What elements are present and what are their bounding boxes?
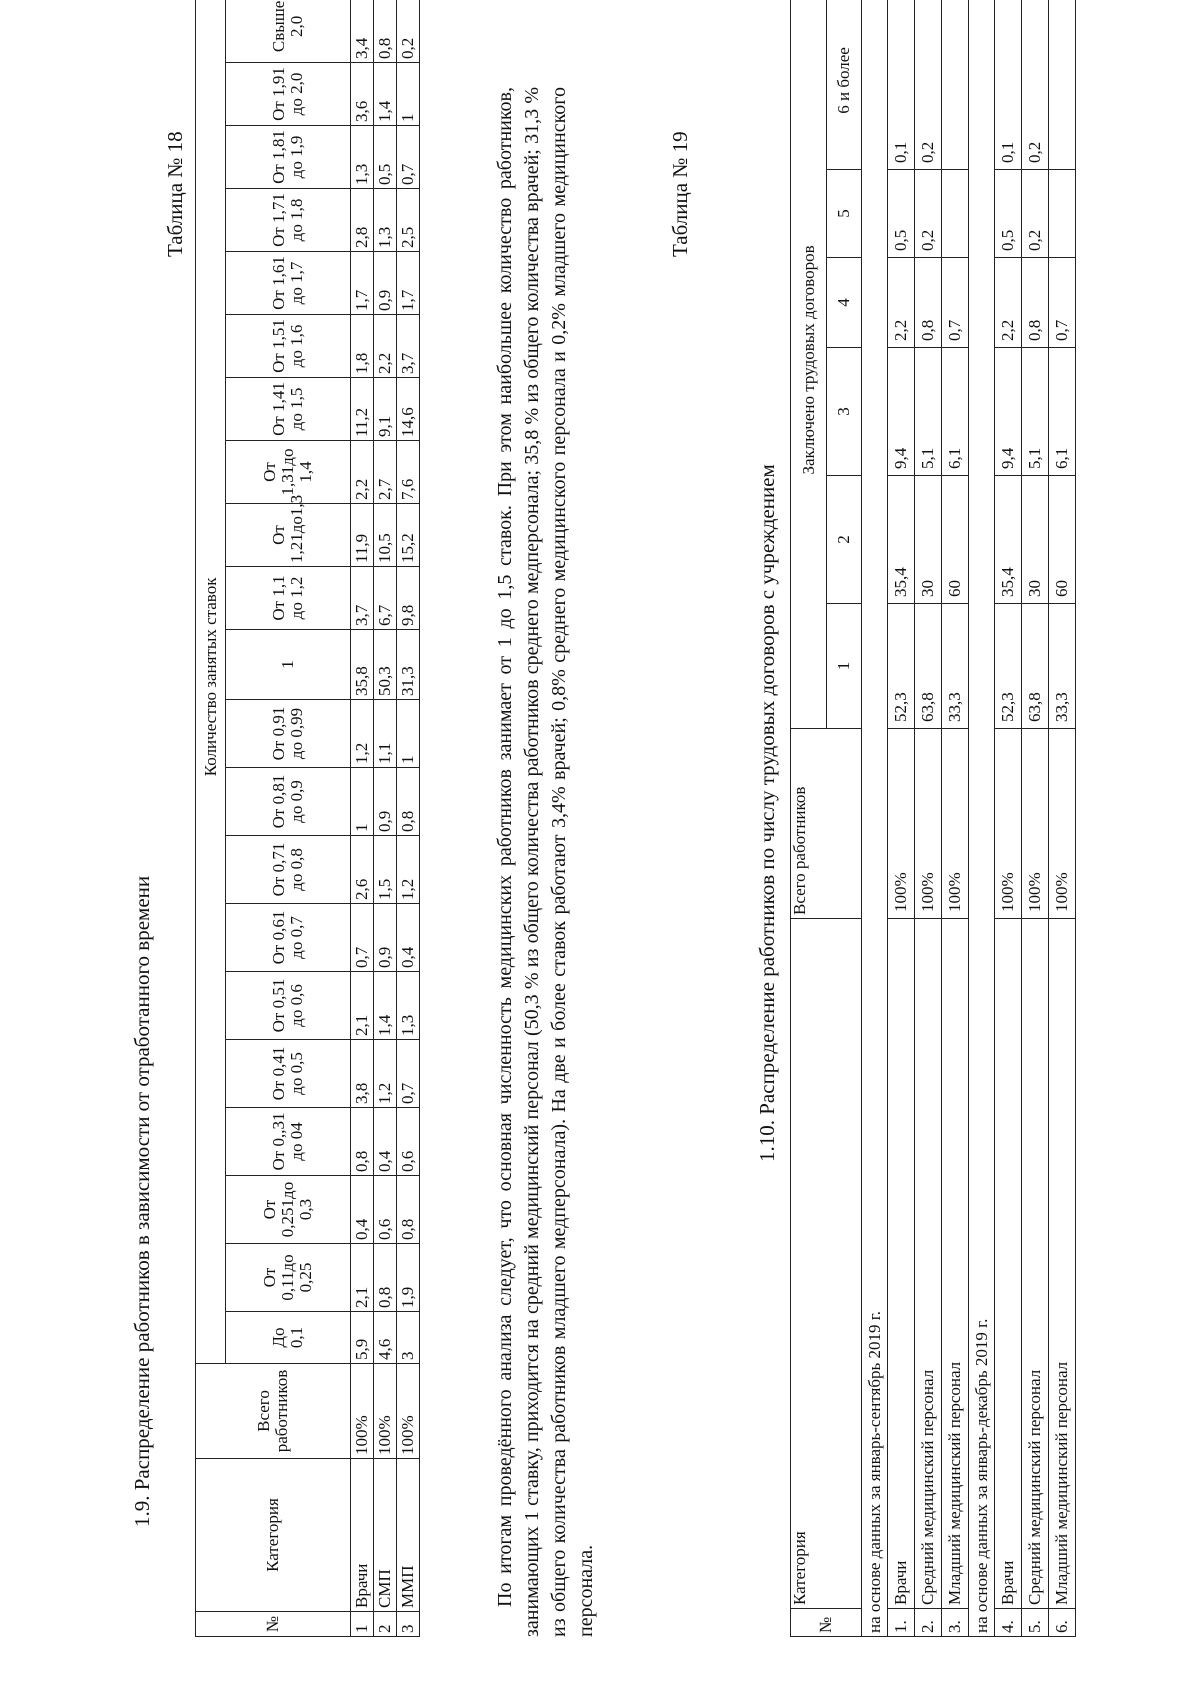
t19-header-category: Категория	[791, 919, 862, 1609]
table-row	[942, 0, 969, 1637]
header-total-workers: Всего работников	[196, 1364, 351, 1459]
row-value: 2,7	[374, 441, 397, 504]
row-value: 3,8	[351, 1040, 374, 1108]
row-value: 1,3	[397, 972, 420, 1040]
row-total: 100%	[995, 729, 1022, 919]
row-category: Младший медицинский персонал	[942, 919, 969, 1609]
header-range-9: От 0,91 до 0,99	[226, 700, 351, 768]
row-total: 100%	[915, 729, 942, 919]
row-value: 31,3	[397, 630, 420, 700]
row-total: 100%	[1022, 729, 1049, 919]
row-value: 33,3	[942, 604, 969, 729]
row-value: 0,4	[374, 1108, 397, 1176]
row-num: 6.	[1049, 1609, 1076, 1637]
row-total: 100%	[351, 1364, 374, 1459]
row-value: 35,4	[995, 476, 1022, 604]
t19-col-1: 2	[827, 476, 862, 604]
header-range-7: От 0,71 до 0,8	[226, 836, 351, 904]
table-label-18: Таблица № 18	[163, 131, 187, 257]
row-value: 0,5	[374, 126, 397, 189]
table-row	[374, 0, 397, 1637]
row-num: 2.	[915, 1609, 942, 1637]
header-range-10: 1	[226, 630, 351, 700]
table-row	[351, 0, 374, 1637]
section-row	[969, 0, 995, 1637]
row-value: 1,7	[351, 252, 374, 315]
header-category: Категория	[196, 1459, 351, 1612]
header-range-15: От 1,51 до 1,6	[226, 315, 351, 378]
row-value: 4,6	[374, 1312, 397, 1364]
row-category: Врачи	[351, 1459, 374, 1612]
row-value: 33,3	[1049, 604, 1076, 729]
row-value: 1,5	[374, 836, 397, 904]
row-value: 0,6	[397, 1108, 420, 1176]
row-category: ММП	[397, 1459, 420, 1612]
row-value: 0,8	[374, 0, 397, 63]
header-range-8: От 0,81 до 0,9	[226, 768, 351, 836]
t19-col-0: 1	[827, 604, 862, 729]
header-range-11: От 1,1 до 1,2	[226, 567, 351, 630]
row-value: 0,8	[351, 1108, 374, 1176]
row-category: Врачи	[888, 919, 915, 1609]
row-value: 30	[915, 476, 942, 604]
header-range-6: От 0,61 до 0,7	[226, 904, 351, 972]
header-range-17: От 1,71 до 1,8	[226, 189, 351, 252]
row-value: 52,3	[995, 604, 1022, 729]
row-value: 50,3	[374, 630, 397, 700]
header-range-19: От 1,91 до 2,0	[226, 63, 351, 126]
section-title: на основе данных за январь-сентябрь 2019 г.	[862, 0, 888, 1637]
table-18	[195, 0, 420, 1637]
row-value: 0,7	[942, 258, 969, 348]
row-value: 1,1	[374, 700, 397, 768]
table-row	[888, 0, 915, 1637]
t19-col-2: 3	[827, 348, 862, 476]
row-value: 2,2	[374, 315, 397, 378]
table-label-19: Таблица № 19	[668, 131, 692, 257]
header-range-4: От 0,41 до 0,5	[226, 1040, 351, 1108]
row-value: 35,4	[888, 476, 915, 604]
row-value: 9,4	[888, 348, 915, 476]
table-19	[790, 0, 1076, 1637]
t19-col-3: 4	[827, 258, 862, 348]
t19-header-group: Заключено трудовых договоров	[791, 0, 827, 729]
row-value: 10,5	[374, 504, 397, 567]
row-value: 1,4	[374, 63, 397, 126]
header-range-16: От 1,61 до 1,7	[226, 252, 351, 315]
row-value: 0,9	[374, 252, 397, 315]
row-value: 0,9	[374, 904, 397, 972]
section-heading-1-10: 1.10. Распределение работников по числу трудовых договоров с учреждением	[755, 464, 779, 1162]
row-value	[1049, 0, 1076, 170]
row-num: 5.	[1022, 1609, 1049, 1637]
row-value: 2,2	[888, 258, 915, 348]
row-value: 0,6	[374, 1176, 397, 1244]
t19-col-5: 6 и более	[827, 0, 862, 170]
header-range-14: От 1,41 до 1,5	[226, 378, 351, 441]
table-row	[915, 0, 942, 1637]
row-value: 2,6	[351, 836, 374, 904]
row-value: 1,8	[351, 315, 374, 378]
header-range-12: От 1,21до1,3	[226, 504, 351, 567]
row-value: 1,9	[397, 1244, 420, 1312]
row-value: 2,2	[351, 441, 374, 504]
row-value: 2,1	[351, 972, 374, 1040]
row-category: Врачи	[995, 919, 1022, 1609]
table-row	[995, 0, 1022, 1637]
row-category: Средний медицинский персонал	[1022, 919, 1049, 1609]
header-num: №	[196, 1612, 351, 1637]
row-value: 1	[351, 768, 374, 836]
header-range-2: От 0,251до 0,3	[226, 1176, 351, 1244]
row-value: 1	[397, 700, 420, 768]
row-value: 0,5	[888, 170, 915, 258]
row-value: 11,2	[351, 378, 374, 441]
row-total: 100%	[1049, 729, 1076, 919]
row-value: 0,5	[995, 170, 1022, 258]
row-value: 11,9	[351, 504, 374, 567]
row-value: 1,2	[374, 1040, 397, 1108]
row-value: 0,2	[1022, 0, 1049, 170]
row-value: 0,2	[915, 0, 942, 170]
header-range-0: До 0,1	[226, 1312, 351, 1364]
analysis-paragraph: По итогам проведённого анализа следует, что основная численность медицинских работников занимает от 1 до 1,5 ставок. При этом наибольшее количество работников, занимающих 1 ставку, приходится на средний медицинский персонал (50,3 % из общего количества работников среднего медперсонала; 35,8 % из общего количества врачей; 31,3 % из общего количества работников младшего медперсонала). На две и более ставок работают 3,4% врачей; 0,8% среднего медицинского персонала и 0,2% младшего медицинского персонала.	[494, 87, 597, 1637]
header-group-rates: Количество занятых ставок	[196, 0, 226, 1364]
row-value: 0,2	[1022, 170, 1049, 258]
row-value: 60	[942, 476, 969, 604]
row-value: 15,2	[397, 504, 420, 567]
row-value: 60	[1049, 476, 1076, 604]
row-category: СМП	[374, 1459, 397, 1612]
row-value: 0,4	[351, 1176, 374, 1244]
row-value	[942, 170, 969, 258]
row-value: 0,8	[1022, 258, 1049, 348]
row-value: 5,9	[351, 1312, 374, 1364]
row-value: 1	[397, 63, 420, 126]
header-range-18: От 1,81 до 1,9	[226, 126, 351, 189]
row-value: 63,8	[1022, 604, 1049, 729]
row-value: 2,5	[397, 189, 420, 252]
table-row	[1049, 0, 1076, 1637]
row-value: 30	[1022, 476, 1049, 604]
header-range-3: От 0,,31 до 04	[226, 1108, 351, 1176]
header-range-13: От 1,31до 1,4	[226, 441, 351, 504]
row-value: 0,2	[915, 170, 942, 258]
row-value: 5,1	[915, 348, 942, 476]
row-value: 1,2	[351, 700, 374, 768]
row-value: 9,1	[374, 378, 397, 441]
row-total: 100%	[942, 729, 969, 919]
section-heading-1-9: 1.9. Распределение работников в зависимости от отработанного времени	[130, 875, 154, 1527]
t19-header-num: №	[791, 1609, 862, 1637]
row-value: 6,1	[942, 348, 969, 476]
row-value: 6,1	[1049, 348, 1076, 476]
row-value	[1049, 170, 1076, 258]
row-value: 2,1	[351, 1244, 374, 1312]
row-value: 63,8	[915, 604, 942, 729]
row-value: 3,7	[351, 567, 374, 630]
row-value: 1,2	[397, 836, 420, 904]
row-value: 0,8	[397, 768, 420, 836]
row-value	[942, 0, 969, 170]
table-row	[397, 0, 420, 1637]
row-value: 0,7	[1049, 258, 1076, 348]
row-value: 0,9	[374, 768, 397, 836]
row-value: 2,8	[351, 189, 374, 252]
row-value: 3,4	[351, 0, 374, 63]
row-value: 1,7	[397, 252, 420, 315]
row-num: 3	[397, 1612, 420, 1637]
row-value: 0,7	[397, 1040, 420, 1108]
row-num: 1.	[888, 1609, 915, 1637]
row-value: 0,1	[888, 0, 915, 170]
row-total: 100%	[397, 1364, 420, 1459]
row-total: 100%	[888, 729, 915, 919]
row-value: 0,2	[397, 0, 420, 63]
row-value: 0,7	[397, 126, 420, 189]
row-value: 1,3	[351, 126, 374, 189]
row-value: 3	[397, 1312, 420, 1364]
row-value: 0,7	[351, 904, 374, 972]
row-category: Средний медицинский персонал	[915, 919, 942, 1609]
t19-header-total: Всего работников	[791, 729, 862, 919]
row-value: 7,6	[397, 441, 420, 504]
header-range-20: Свыше 2,0	[226, 0, 351, 63]
row-value: 9,8	[397, 567, 420, 630]
row-num: 2	[374, 1612, 397, 1637]
row-value: 0,1	[995, 0, 1022, 170]
row-value: 0,8	[915, 258, 942, 348]
header-range-1: От 0,11до 0,25	[226, 1244, 351, 1312]
row-num: 3.	[942, 1609, 969, 1637]
section-row	[862, 0, 888, 1637]
row-value: 14,6	[397, 378, 420, 441]
row-value: 0,4	[397, 904, 420, 972]
row-total: 100%	[374, 1364, 397, 1459]
row-value: 3,6	[351, 63, 374, 126]
row-num: 4.	[995, 1609, 1022, 1637]
t19-col-4: 5	[827, 170, 862, 258]
table-row	[1022, 0, 1049, 1637]
row-num: 1	[351, 1612, 374, 1637]
row-value: 3,7	[397, 315, 420, 378]
row-value: 35,8	[351, 630, 374, 700]
section-title: на основе данных за январь-декабрь 2019 г.	[969, 0, 995, 1637]
row-value: 5,1	[1022, 348, 1049, 476]
row-value: 6,7	[374, 567, 397, 630]
row-value: 9,4	[995, 348, 1022, 476]
row-value: 0,8	[374, 1244, 397, 1312]
row-value: 52,3	[888, 604, 915, 729]
row-value: 1,4	[374, 972, 397, 1040]
row-value: 1,3	[374, 189, 397, 252]
row-value: 0,8	[397, 1176, 420, 1244]
row-value: 2,2	[995, 258, 1022, 348]
row-category: Младший медицинский персонал	[1049, 919, 1076, 1609]
header-range-5: От 0,51 до 0,6	[226, 972, 351, 1040]
